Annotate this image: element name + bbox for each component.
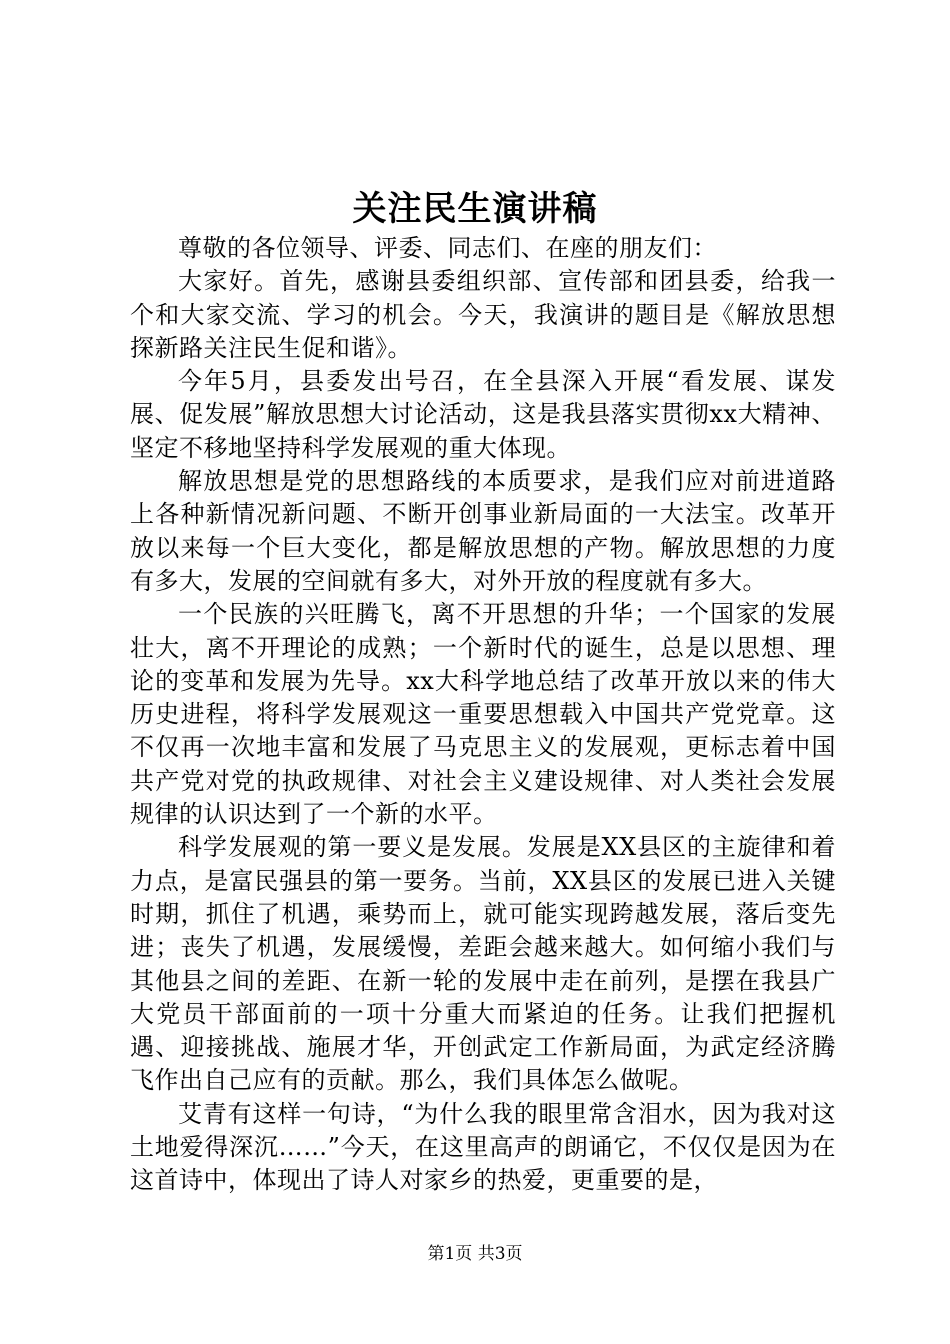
document-body: [130, 232, 836, 1198]
document-title: 关注民生演讲稿: [352, 189, 598, 229]
paragraph-salutation: 尊敬的各位领导、评委、同志们、在座的朋友们：: [178, 234, 717, 262]
paragraph-development: 科学发展观的第一要义是发展。发展是XX县区的主旋律和着力点，是富民强县的第一要务。当前，XX县区的发展已进入关键时期，抓住了机遇，乘势而上，就可能实现跨越发展，落后变先进；丧失了机遇，发展缓慢，差距会越来越大。如何缩小我们与其他县之间的差距、在新一轮的发展中走在前列，是摆在我县广大党员干部面前的一项十分重大而紧迫的任务。让我们把握机遇、迎接挑战、施展才华，开创武定工作新局面，为武定经济腾飞作出自己应有的贡献。那么，我们具体怎么做呢。: [130, 833, 836, 1095]
paragraph-campaign: 今年5月，县委发出号召，在全县深入开展“看发展、谋发展、促发展”解放思想大讨论活动，这是我县落实贯彻xx大精神、坚定不移地坚持科学发展观的重大体现。: [130, 367, 836, 462]
paragraph-nation: 一个民族的兴旺腾飞，离不开思想的升华；一个国家的发展壮大，离不开理论的成熟；一个新时代的诞生，总是以思想、理论的变革和发展为先导。xx大科学地总结了改革开放以来的伟大历史进程，将科学发展观这一重要思想载入中国共产党党章。这不仅再一次地丰富和发展了马克思主义的发展观，更标志着中国共产党对党的执政规律、对社会主义建设规律、对人类社会发展规律的认识达到了一个新的水平。: [130, 600, 836, 829]
paragraph-poem: 艾青有这样一句诗，“为什么我的眼里常含泪水，因为我对这土地爱得深沉……”今天，在这里高声的朗诵它，不仅仅是因为在这首诗中，体现出了诗人对家乡的热爱，更重要的是，: [130, 1099, 836, 1195]
page-number: 第1页 共3页: [427, 1244, 523, 1264]
paragraph-greeting: 大家好。首先，感谢县委组织部、宣传部和团县委，给我一个和大家交流、学习的机会。今天，我演讲的题目是《解放思想探新路关注民生促和谐》。: [130, 267, 836, 362]
paragraph-emancipation: 解放思想是党的思想路线的本质要求，是我们应对前进道路上各种新情况新问题、不断开创事业新局面的一大法宝。改革开放以来每一个巨大变化，都是解放思想的产物。解放思想的力度有多大，发展的空间就有多大，对外开放的程度就有多大。: [130, 467, 836, 595]
